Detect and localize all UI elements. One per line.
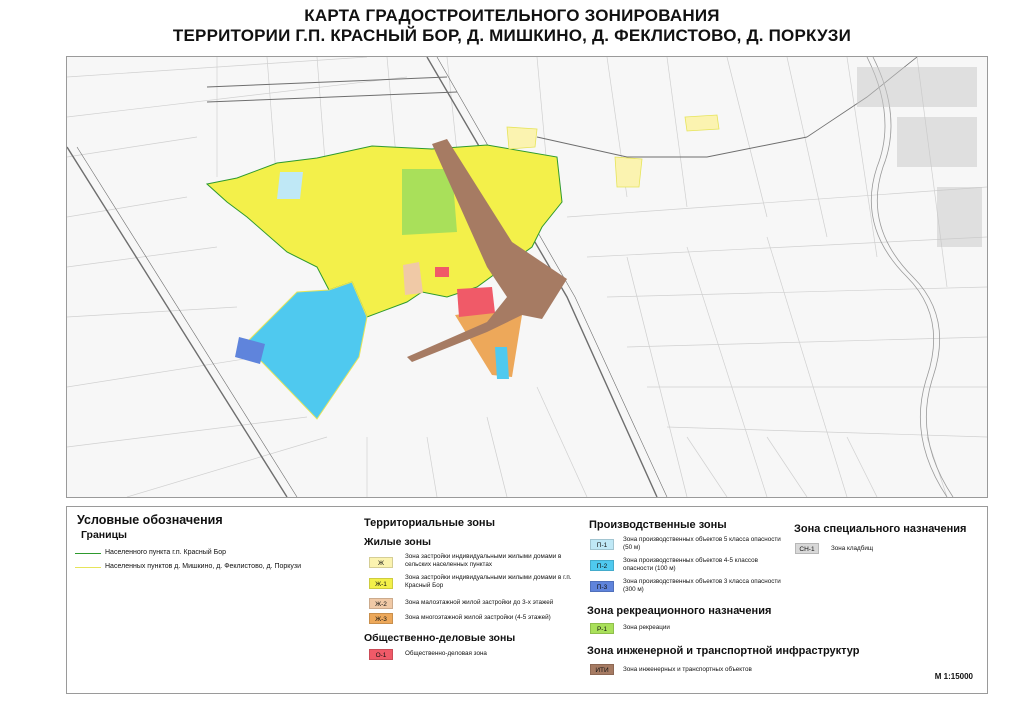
desc-zh: Зона застройки индивидуальными жилыми домами в сельских населенных пунктах [405, 553, 562, 568]
zone-o1[interactable] [457, 287, 495, 317]
desc-p1: Зона производственных объектов 5 класса опасности (50 м) [623, 536, 781, 551]
legend-heading: Условные обозначения [77, 513, 223, 527]
zone-o1-small[interactable] [435, 267, 449, 277]
recreation-heading: Зона рекреационного назначения [587, 605, 772, 617]
border-line-krasny-bor [75, 553, 101, 554]
zoning-map[interactable] [66, 56, 988, 498]
swatch-sn1: СН-1 [795, 543, 819, 554]
map-canvas [67, 57, 987, 497]
swatch-zh1: Ж-1 [369, 578, 393, 589]
title-line-2: ТЕРРИТОРИИ Г.П. КРАСНЫЙ БОР, Д. МИШКИНО, Д. ФЕКЛИСТОВО, Д. ПОРКУЗИ [172, 26, 852, 45]
swatch-p2: П-2 [590, 560, 614, 571]
desc-r1: Зона рекреации [623, 624, 670, 631]
borders-heading: Границы [81, 529, 128, 541]
zone-zh-mishkino[interactable] [507, 127, 537, 149]
swatch-zh: Ж [369, 557, 393, 568]
swatch-p1: П-1 [590, 539, 614, 550]
swatch-r1: Р-1 [590, 623, 614, 634]
border-label-krasny-bor: Населенного пункта г.п. Красный Бор [105, 549, 227, 556]
swatch-iti: ИТИ [590, 664, 614, 675]
infrastructure-heading: Зона инженерной и транспортной инфраструктур [587, 645, 860, 657]
border-line-villages [75, 567, 101, 568]
map-title [0, 6, 1024, 46]
swatch-p3: П-3 [590, 581, 614, 592]
swatch-o1: О-1 [369, 649, 393, 660]
desc-p2: Зона производственных объектов 4-5 классов опасности (100 м) [623, 557, 758, 572]
territorial-heading: Территориальные зоны [364, 517, 495, 529]
border-label-villages: Населенных пунктов д. Мишкино, д. Феклистово, д. Поркузи [105, 563, 302, 570]
swatch-zh3: Ж-3 [369, 613, 393, 624]
desc-zh2: Зона малоэтажной жилой застройки до 3-х этажей [405, 599, 554, 606]
special-heading: Зона специального назначения [794, 523, 967, 535]
title-line-1: КАРТА ГРАДОСТРОИТЕЛЬНОГО ЗОНИРОВАНИЯ [304, 6, 720, 25]
desc-sn1: Зона кладбищ [831, 545, 874, 552]
desc-zh1: Зона застройки индивидуальными жилыми домами в г.п. Красный Бор [405, 574, 572, 589]
desc-p3: Зона производственных объектов 3 класса опасности (300 м) [623, 578, 781, 593]
map-scale: М 1:15000 [934, 672, 973, 681]
desc-o1: Общественно-деловая зона [405, 650, 487, 657]
swatch-zh2: Ж-2 [369, 598, 393, 609]
desc-iti: Зона инженерных и транспортных объектов [623, 666, 752, 673]
zone-p2-small[interactable] [495, 347, 509, 379]
zone-zh-feklistovo[interactable] [615, 157, 642, 187]
public-heading: Общественно-деловые зоны [364, 632, 516, 644]
zone-zh-porkuzi[interactable] [685, 115, 719, 131]
residential-heading: Жилые зоны [364, 536, 432, 548]
map-legend [66, 506, 988, 694]
industrial-heading: Производственные зоны [589, 519, 727, 531]
zone-p1[interactable] [277, 172, 303, 199]
desc-zh3: Зона многоэтажной жилой застройки (4-5 этажей) [405, 614, 551, 621]
